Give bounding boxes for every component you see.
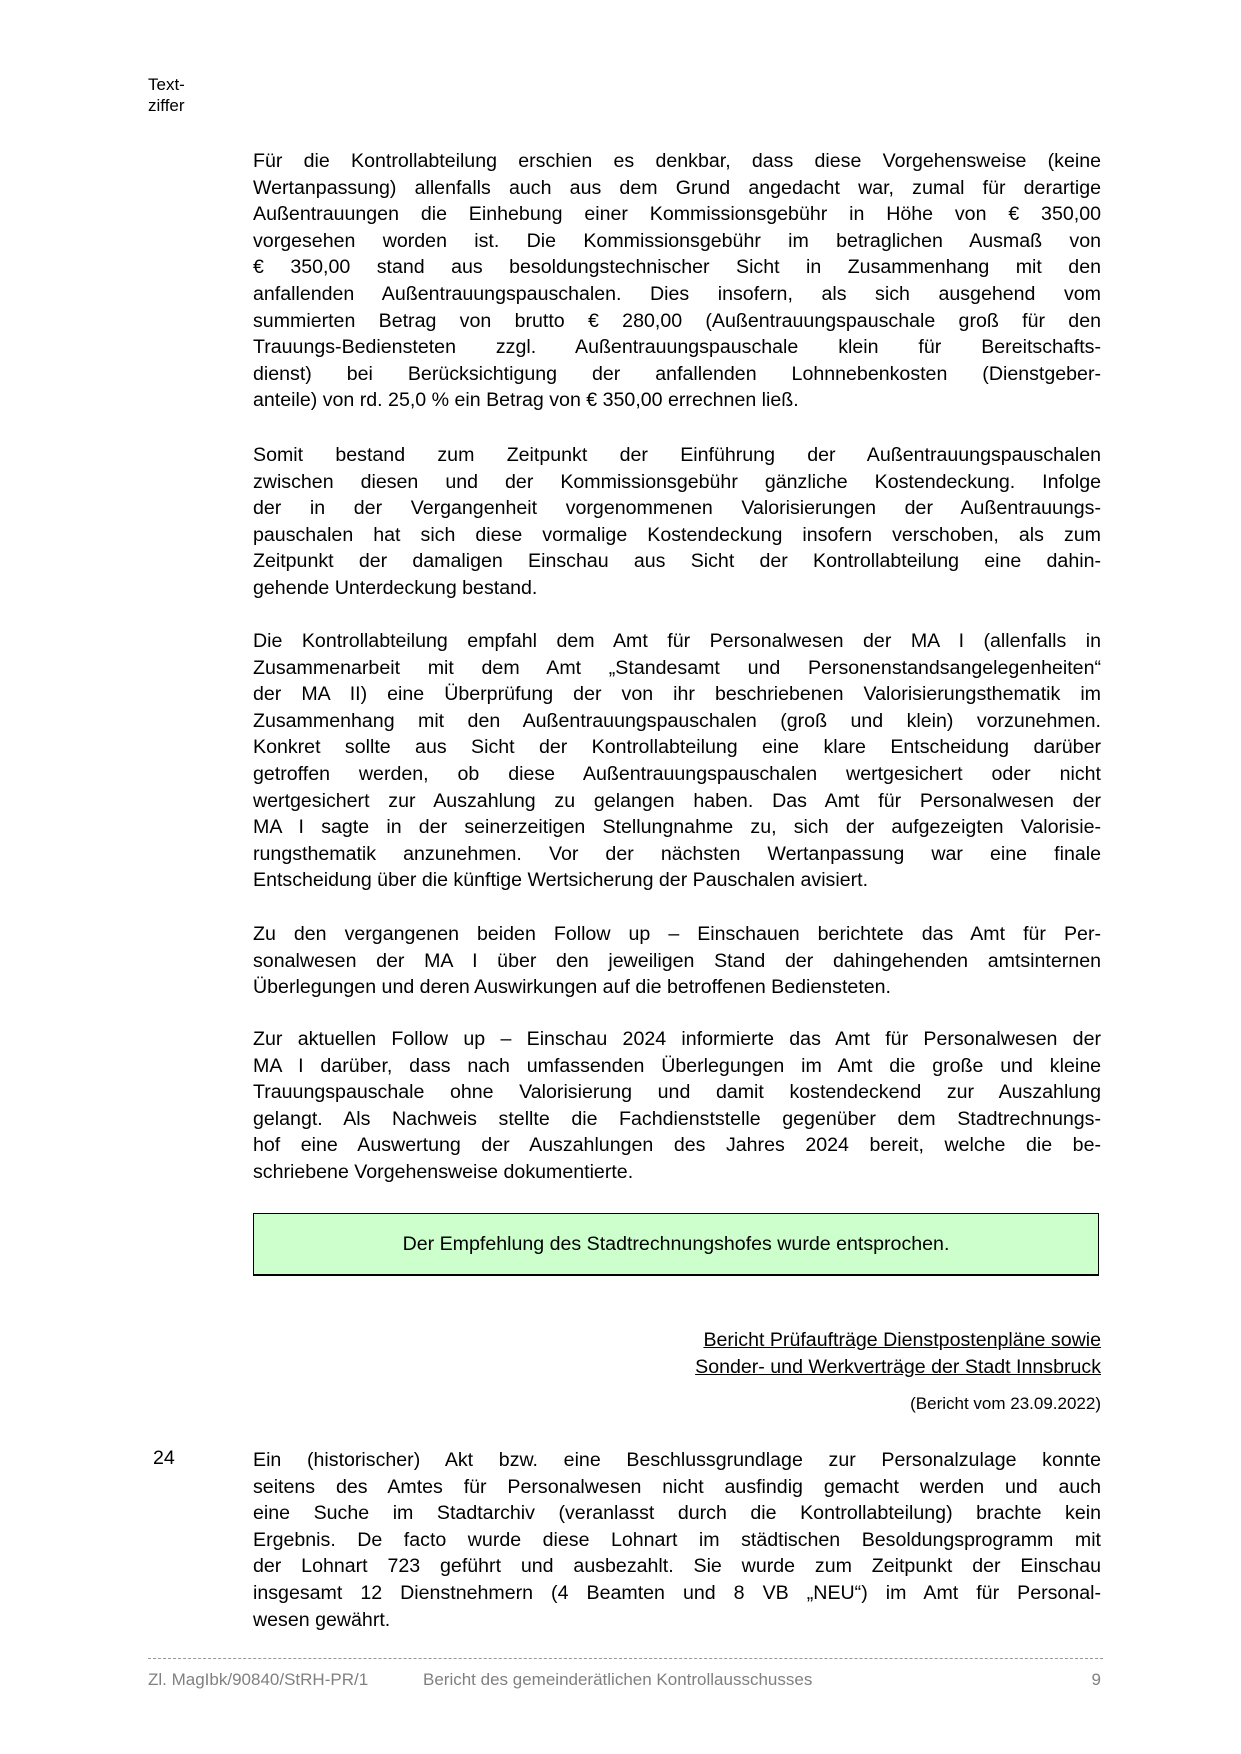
text-line: Ein (historischer) Akt bzw. eine Beschlussgrundlage zur Personalzulage konnte	[253, 1449, 1101, 1471]
recommendation-callout	[253, 1213, 1099, 1276]
text-line: summierten Betrag von brutto € 280,00 (Außentrauungspauschale groß für den	[253, 309, 1101, 332]
report-reference-title	[695, 1327, 1101, 1381]
text-line: gehende Unterdeckung bestand.	[253, 576, 538, 599]
paragraph-5	[253, 1026, 1101, 1186]
text-line: wesen gewährt.	[253, 1608, 391, 1631]
text-line: eine Suche im Stadtarchiv (veranlasst durch die Kontrollabteilung) brachte kein	[253, 1502, 1101, 1525]
margin-label-line: ziffer	[148, 96, 185, 115]
report-date: (Bericht vom 23.09.2022)	[910, 1394, 1101, 1413]
text-line: Wertanpassung) allenfalls auch aus dem Grund angedacht war, zumal für derartige	[253, 176, 1101, 199]
text-line: MA I sagte in der seinerzeitigen Stellungnahme zu, sich der aufgezeigten Valorisie-	[253, 816, 1101, 839]
text-line: getroffen werden, ob diese Außentrauungspauschalen wertgesichert oder nicht	[253, 762, 1101, 785]
text-line: anteile) von rd. 25,0 % ein Betrag von € 350,00 errechnen ließ.	[253, 389, 799, 412]
text-line: Somit bestand zum Zeitpunkt der Einführung der Außentrauungspauschalen	[253, 444, 1101, 466]
text-line: rungsthematik anzunehmen. Vor der nächsten Wertanpassung war eine finale	[253, 842, 1101, 865]
footer-divider	[148, 1658, 1103, 1659]
text-line: wertgesichert zur Auszahlung zu gelangen haben. Das Amt für Personalwesen der	[253, 789, 1101, 812]
text-line: Entscheidung über die künftige Wertsicherung der Pauschalen avisiert.	[253, 869, 869, 892]
text-line: gelangt. Als Nachweis stellte die Fachdienststelle gegenüber dem Stadtrechnungs-	[253, 1107, 1101, 1130]
section-number: 24	[153, 1447, 175, 1469]
text-line: Zeitpunkt der damaligen Einschau aus Sicht der Kontrollabteilung eine dahin-	[253, 550, 1101, 573]
text-line: zwischen diesen und der Kommissionsgebühr gänzliche Kostendeckung. Infolge	[253, 470, 1101, 493]
text-line: der in der Vergangenheit vorgenommenen Valorisierungen der Außentrauungs-	[253, 497, 1101, 520]
margin-label-line: Text-	[148, 75, 185, 94]
report-title-line: Bericht Prüfaufträge Dienstpostenpläne sowie	[703, 1329, 1101, 1351]
paragraph-1	[253, 148, 1101, 414]
text-line: pauschalen hat sich diese vormalige Kostendeckung insofern verschoben, als zum	[253, 523, 1101, 546]
paragraph-4	[253, 921, 1101, 1001]
report-title-line: Sonder- und Werkverträge der Stadt Innsbruck	[695, 1356, 1101, 1378]
text-line: Trauungspauschale ohne Valorisierung und damit kostendeckend zur Auszahlung	[253, 1081, 1101, 1104]
text-line: schriebene Vorgehensweise dokumentierte.	[253, 1160, 634, 1183]
footer-page-number: 9	[1091, 1670, 1101, 1689]
text-line: dienst) bei Berücksichtigung der anfallenden Lohnnebenkosten (Dienstgeber-	[253, 362, 1101, 385]
text-line: der Lohnart 723 geführt und ausbezahlt. Sie wurde zum Zeitpunkt der Einschau	[253, 1555, 1101, 1578]
text-line: € 350,00 stand aus besoldungstechnischer Sicht in Zusammenhang mit den	[253, 256, 1101, 279]
text-line: Trauungs-Bediensteten zzgl. Außentrauungspauschale klein für Bereitschafts-	[253, 336, 1101, 359]
text-line: sonalwesen der MA I über den jeweiligen Stand der dahingehenden amtsinternen	[253, 949, 1101, 972]
text-line: seitens des Amtes für Personalwesen nicht ausfindig gemacht werden und auch	[253, 1475, 1101, 1498]
text-line: Zusammenhang mit den Außentrauungspauschalen (groß und klein) vorzunehmen.	[253, 709, 1101, 732]
text-line: MA I darüber, dass nach umfassenden Überlegungen im Amt die große und kleine	[253, 1054, 1101, 1077]
footer-title: Bericht des gemeinderätlichen Kontrollausschusses	[423, 1670, 813, 1689]
text-line: Konkret sollte aus Sicht der Kontrollabteilung eine klare Entscheidung darüber	[253, 736, 1101, 759]
section-paragraph	[253, 1447, 1101, 1633]
margin-label	[148, 74, 185, 116]
text-line: Überlegungen und deren Auswirkungen auf die betroffenen Bediensteten.	[253, 976, 892, 999]
text-line: Die Kontrollabteilung empfahl dem Amt für Personalwesen der MA I (allenfalls in	[253, 630, 1101, 652]
text-line: Ergebnis. De facto wurde diese Lohnart im städtischen Besoldungsprogramm mit	[253, 1528, 1101, 1551]
text-line: anfallenden Außentrauungspauschalen. Dies insofern, als sich ausgehend vom	[253, 282, 1101, 305]
text-line: Zu den vergangenen beiden Follow up – Einschauen berichtete das Amt für Per-	[253, 923, 1101, 945]
text-line: insgesamt 12 Dienstnehmern (4 Beamten und 8 VB „NEU“) im Amt für Personal-	[253, 1581, 1101, 1604]
text-line: Für die Kontrollabteilung erschien es denkbar, dass diese Vorgehensweise (keine	[253, 150, 1101, 172]
text-line: hof eine Auswertung der Auszahlungen des Jahres 2024 bereit, welche die be-	[253, 1134, 1101, 1157]
callout-text: Der Empfehlung des Stadtrechnungshofes wurde entsprochen.	[402, 1232, 950, 1255]
paragraph-3	[253, 628, 1101, 894]
text-line: vorgesehen worden ist. Die Kommissionsgebühr im betraglichen Ausmaß von	[253, 229, 1101, 252]
text-line: der MA II) eine Überprüfung der von ihr beschriebenen Valorisierungsthematik im	[253, 683, 1101, 706]
text-line: Zur aktuellen Follow up – Einschau 2024 informierte das Amt für Personalwesen der	[253, 1028, 1101, 1050]
text-line: Zusammenarbeit mit dem Amt „Standesamt und Personenstandsangelegenheiten“	[253, 656, 1101, 679]
text-line: Außentrauungen die Einhebung einer Kommissionsgebühr in Höhe von € 350,00	[253, 203, 1101, 226]
footer-ref: Zl. MagIbk/90840/StRH-PR/1	[148, 1670, 369, 1689]
paragraph-2	[253, 442, 1101, 602]
